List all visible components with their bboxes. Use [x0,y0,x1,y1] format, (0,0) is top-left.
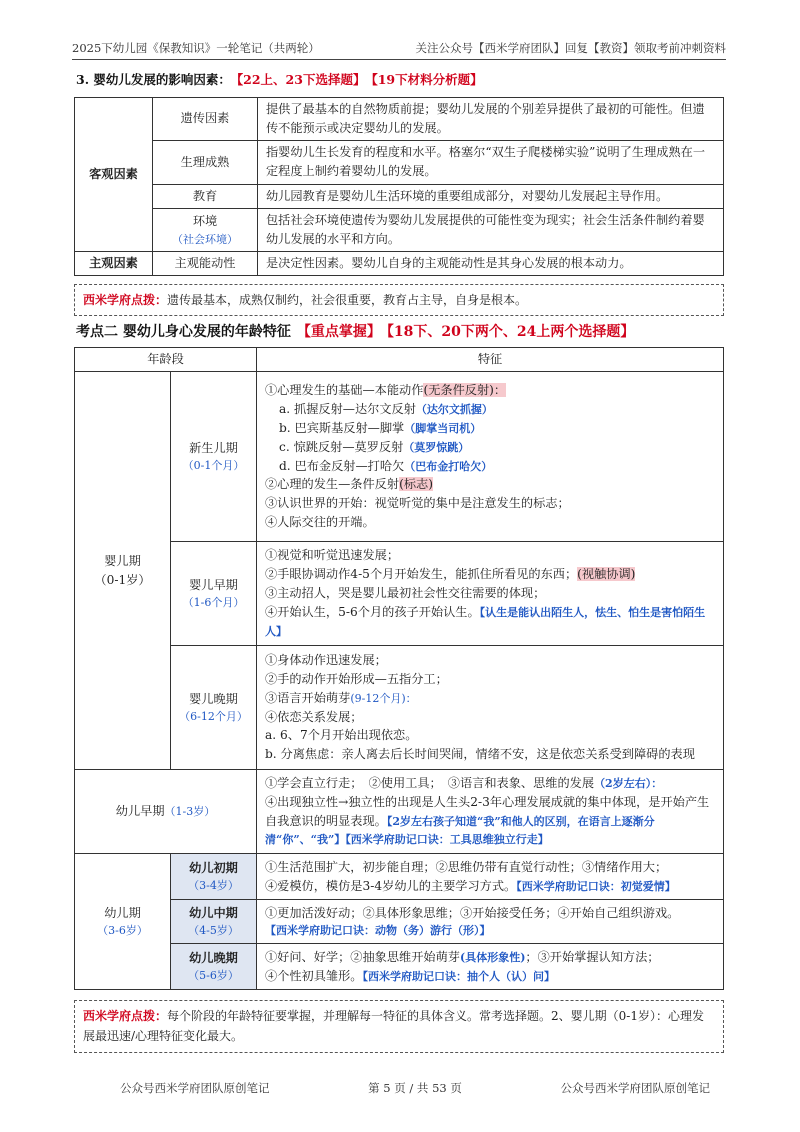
section1-title: 3. 婴幼儿发展的影响因素： 【22上、23下选择题】 【19下材料分析题】 [76,72,483,87]
newborn-features: ①心理发生的基础—本能动作(无条件反射)： a. 抓握反射—达尔文反射（达尔文抓握） b. 巴宾斯基反射—脚掌（脚掌当司机） c. 惊跳反射—莫罗反射（莫罗惊跳） d. 巴布金反射—打哈欠（巴布金打哈欠） ②心理的发生—条件反射(标志) ③认识世界的开始：视觉听觉的集中是注意发生的标志； ④人际交往的开端。 [257,372,724,542]
factor-name: 遗传因素 [153,98,258,141]
late-infant-features: ①身体动作迅速发展； ②手的动作开始形成—五指分工； ③语言开始萌芽(9-12个月)： ④依恋关系发展； a. 6、7个月开始出现依恋。 b. 分离焦虑：亲人离去后长时间哭闹，情绪不安，这是依恋关系受到障碍的表现 [257,646,724,770]
senior-period: 幼儿晚期 （5-6岁） [171,944,257,990]
tip-box-1: 西米学府点拨：遗传最基本，成熟仅制约，社会很重要，教育占主导，自身是根本。 [74,284,724,316]
newborn-period: 新生儿期 （0-1个月） [171,372,257,542]
factor-desc: 提供了最基本的自然物质前提；婴幼儿发展的个别差异提供了最初的可能性。但遗传不能预示或决定婴幼儿的发展。 [258,98,724,141]
infant-period: 婴儿期 （0-1岁） [75,372,171,770]
objective-factors-label: 客观因素 [75,98,153,252]
junior-features: ①生活范围扩大，初步能自理；②思维仍带有直觉行动性；③情绪作用大； ④爱模仿，模仿是3-4岁幼儿的主要学习方式。【西米学府助记口诀：初觉爱情】 [257,854,724,900]
page-number: 第 5 页 / 共 53 页 [368,1081,462,1095]
tip-box-2: 西米学府点拨：每个阶段的年龄特征要掌握，并理解每一特征的具体含义。常考选择题。2、婴儿期（0-1岁）：心理发展最迅速/心理特征变化最大。 [74,1000,724,1053]
factor-desc: 包括社会环境使遗传为婴幼儿发展提供的可能性变为现实；社会生活条件制约着婴幼儿发展的水平和方向。 [258,208,724,251]
col-header-feature: 特征 [257,348,724,372]
factor-desc: 幼儿园教育是婴幼儿生活环境的重要组成部分，对婴幼儿发展起主导作用。 [258,184,724,208]
age-features-table [74,347,724,990]
middle-period: 幼儿中期 （4-5岁） [171,900,257,944]
middle-features: ①更加活泼好动；②具体形象思维；③开始接受任务；④开始自己组织游戏。 【西米学府助记口诀：动物（务）游行（形）】 [257,900,724,944]
header-left: 2025下幼儿园《保教知识》一轮笔记（共两轮） [72,41,320,55]
page-footer [120,1080,710,1096]
factor-name: 生理成熟 [153,140,258,184]
senior-features: ①好问、好学；②抽象思维开始萌芽(具体形象性)；③开始掌握认知方法； ④个性初具雏形。【西米学府助记口诀：抽个人（认）问】 [257,944,724,990]
page-header [72,38,726,60]
junior-period: 幼儿初期 （3-4岁） [171,854,257,900]
section2-title: 考点二 婴幼儿身心发展的年龄特征 【重点掌握】 【18下、20下两个、24上两个选择题】 [76,324,635,340]
factor-desc: 是决定性因素。婴幼儿自身的主观能动性是其身心发展的根本动力。 [258,251,724,275]
early-infant-period: 婴儿早期 （1-6个月） [171,542,257,646]
footer-right: 公众号西米学府团队原创笔记 [560,1081,710,1095]
subjective-factors-label: 主观因素 [75,251,153,275]
factor-name-env: 环境 （社会环境） [153,208,258,251]
factor-name: 主观能动性 [153,251,258,275]
header-right: 关注公众号【西米学府团队】回复【教资】领取考前冲刺资料 [415,41,726,55]
toddler-period: 幼儿早期（1-3岁） [75,770,257,854]
factor-desc: 指婴幼儿生长发育的程度和水平。格塞尔“双生子爬楼梯实验”说明了生理成熟在一定程度上制约着婴幼儿的发展。 [258,140,724,184]
factors-table [74,97,724,276]
preschool-period: 幼儿期 （3-6岁） [75,854,171,990]
factor-name: 教育 [153,184,258,208]
footer-left: 公众号西米学府团队原创笔记 [120,1081,270,1095]
toddler-features: ①学会直立行走； ②使用工具； ③语言和表象、思维的发展（2岁左右）： ④出现独立性→独立性的出现是人生头2-3年心理发展成就的集中体现，是开始产生自我意识的明显表现。【2岁左右孩子知道“我”和他人的区别，在语言上逐渐分清“你”、“我”】【西米学府助记口诀：工具思维独立行走】 [257,770,724,854]
early-infant-features: ①视觉和听觉迅速发展； ②手眼协调动作4-5个月开始发生，能抓住所看见的东西；(视触协调) ③主动招人，哭是婴儿最初社会性交往需要的体现； ④开始认生，5-6个月的孩子开始认生。【认生是能认出陌生人，怯生、怕生是害怕陌生人】 [257,542,724,646]
late-infant-period: 婴儿晚期 （6-12个月） [171,646,257,770]
col-header-age: 年龄段 [75,348,257,372]
